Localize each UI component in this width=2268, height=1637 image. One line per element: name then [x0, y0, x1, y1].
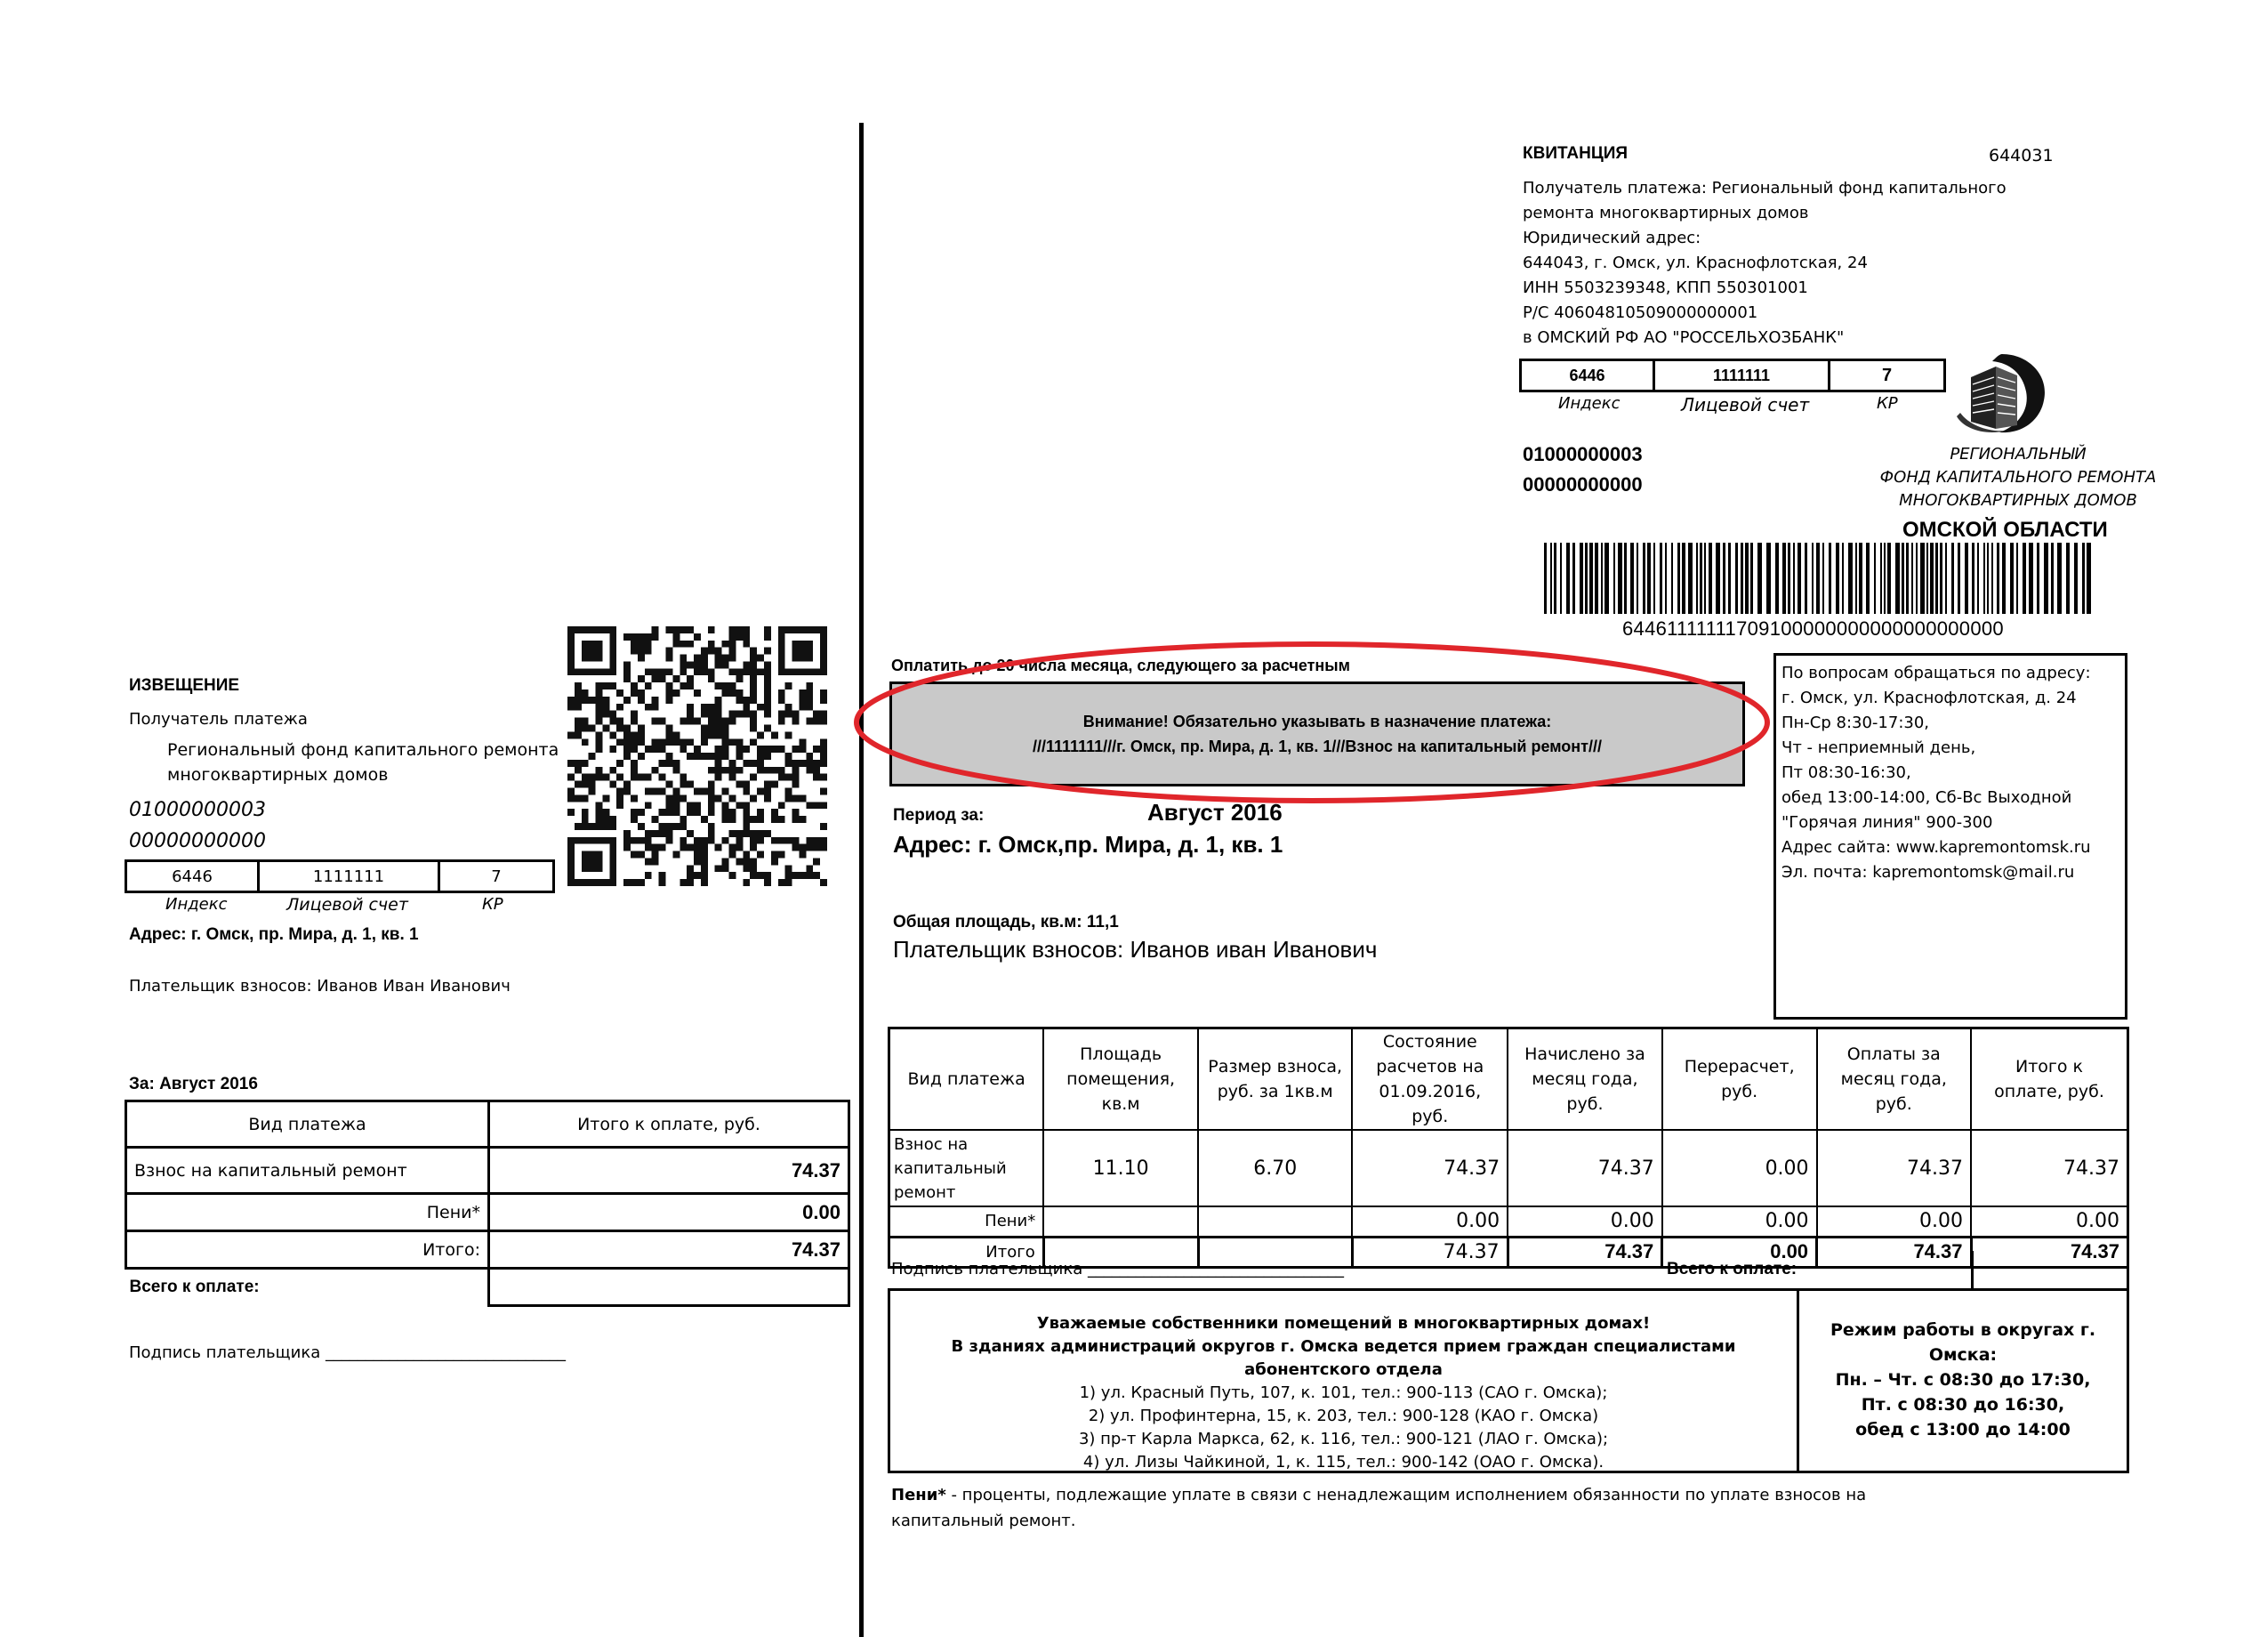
header-payment-type: Вид платежа [889, 1028, 1044, 1131]
receipt-kr-box [1828, 359, 1946, 392]
row-total-accrued: 74.37 [1508, 1237, 1662, 1267]
left-address: Адрес: г. Омск, пр. Мира, д. 1, кв. 1 [129, 925, 419, 944]
receipt-details [1523, 176, 2007, 351]
qr-code [567, 623, 827, 890]
row-fine-paid: 0.00 [1817, 1206, 1971, 1237]
row-contribution-balance: 74.37 [1352, 1130, 1508, 1206]
fund-name-line: РЕГИОНАЛЬНЫЙ [1950, 445, 2087, 464]
main-signature: Подпись плательщика ________________________________ [891, 1260, 1344, 1278]
row-contribution-area: 11.10 [1043, 1130, 1198, 1206]
left-payment-table [125, 1100, 850, 1307]
fund-name [1871, 443, 2165, 512]
left-account-value: 1111111 [312, 867, 385, 886]
left-row-fine-label: Пени* [126, 1194, 489, 1231]
left-recipient-line2: многоквартирных домов [167, 765, 389, 785]
notice-title: ИЗВЕЩЕНИЕ [129, 676, 240, 695]
contacts-line: Пн-Ср 8:30-17:30, [1781, 714, 1930, 732]
header-total: Итого к оплате, руб. [1971, 1028, 2128, 1131]
contacts-line: обед 13:00-14:00, Сб-Вс Выходной [1781, 788, 2072, 807]
barcode-number: 64461111111709100000000000000000000 [1622, 617, 2004, 640]
attention-line2: ///1111111///г. Омск, пр. Мира, д. 1, кв. 1///Взнос на капитальный ремонт/// [1033, 738, 1602, 755]
receipt-account-label: Лицевой счет [1681, 394, 1810, 415]
receipt-kr-label: КР [1877, 394, 1898, 413]
header-paid: Оплаты за месяц года, руб. [1817, 1028, 1971, 1131]
receipt-line: Получатель платежа: Региональный фонд капитального [1523, 179, 2007, 198]
red-ellipse-annotation [852, 639, 1772, 806]
left-kr-value: 7 [491, 867, 502, 886]
period-value: Август 2016 [1147, 799, 1283, 826]
main-table-header-row [889, 1028, 2128, 1131]
receipt-line: 644043, г. Омск, ул. Краснофлотская, 24 [1523, 254, 1868, 272]
period-label: Период за: [893, 806, 985, 825]
office-hours-title: Режим работы в округах г. Омска: [1830, 1320, 2096, 1365]
left-kr-box [438, 859, 555, 893]
main-payer: Плательщик взносов: Иванов иван Иванович [893, 936, 1378, 963]
cut-line [859, 123, 864, 1637]
left-kr-label: КР [482, 895, 503, 914]
left-grand-total-label: Всего к оплате: [126, 1269, 489, 1306]
footnote-bold: Пени* [891, 1486, 946, 1504]
row-contribution-rate: 6.70 [1198, 1130, 1352, 1206]
left-row-contribution-value: 74.37 [489, 1148, 849, 1194]
left-index-value: 6446 [172, 867, 213, 886]
receipt-line: в ОМСКИЙ РФ АО "РОССЕЛЬХОЗБАНК" [1523, 328, 1845, 347]
receipt-kr-value: 7 [1881, 365, 1893, 385]
left-row-total-value: 74.37 [489, 1231, 849, 1269]
receipt-code2: 00000000000 [1523, 473, 1643, 496]
receipt-line: ИНН 5503239348, КПП 550301001 [1523, 278, 1808, 297]
contacts-line: По вопросам обращаться по адресу: [1781, 664, 2091, 682]
left-code2: 00000000000 [129, 830, 266, 852]
contacts-line: Пт 08:30-16:30, [1781, 763, 1911, 782]
main-grand-total-value [1971, 1251, 2129, 1290]
office-item: 4) ул. Лизы Чайкиной, 1, к. 115, тел.: 900-142 (ОАО г. Омска). [1082, 1453, 1604, 1472]
receipt-index-label: Индекс [1558, 394, 1621, 413]
row-total-balance: 74.37 [1352, 1237, 1508, 1267]
pay-by-note: Оплатить до 20 числа месяца, следующего за расчетным [891, 657, 1350, 674]
left-period: За: Август 2016 [129, 1075, 258, 1093]
left-index-label: Индекс [165, 895, 228, 914]
row-total-paid: 74.37 [1817, 1237, 1971, 1267]
left-table-row [126, 1194, 849, 1231]
receipt-title: КВИТАНЦИЯ [1523, 144, 1629, 163]
table-row [889, 1130, 2128, 1206]
office-item: 1) ул. Красный Путь, 107, к. 101, тел.: 900-113 (САО г. Омска); [1079, 1383, 1608, 1402]
office-hours-line: обед с 13:00 до 14:00 [1855, 1420, 2071, 1439]
table-row [889, 1206, 2128, 1237]
left-payer: Плательщик взносов: Иванов Иван Иванович [129, 977, 511, 996]
row-contribution-accrued: 74.37 [1508, 1130, 1662, 1206]
left-recipient-line1: Региональный фонд капитального ремонта [167, 740, 559, 760]
offices-notice-box [888, 1288, 2129, 1473]
left-row-total-label: Итого: [126, 1231, 489, 1269]
left-header-type: Вид платежа [126, 1101, 489, 1148]
office-hours [1799, 1318, 2127, 1442]
row-contribution-recalc: 0.00 [1662, 1130, 1817, 1206]
contacts-line: Адрес сайта: www.kapremontomsk.ru [1781, 838, 2091, 857]
left-index-box [125, 859, 260, 893]
row-fine-rate [1198, 1206, 1352, 1237]
receipt-postal: 644031 [1989, 146, 2054, 165]
receipt-index-box [1519, 359, 1655, 392]
row-total-recalc: 0.00 [1662, 1237, 1817, 1267]
main-address: Адрес: г. Омск,пр. Мира, д. 1, кв. 1 [893, 831, 1283, 858]
receipt-code1: 01000000003 [1523, 443, 1643, 465]
offices-subtitle: В зданиях администраций округов г. Омска ведется прием граждан специалистами абонентского отдела [951, 1337, 1736, 1379]
office-hours-line: Пн. – Чт. с 08:30 до 17:30, [1835, 1370, 2091, 1390]
row-fine-recalc: 0.00 [1662, 1206, 1817, 1237]
receipt-account-value: 1111111 [1712, 366, 1771, 384]
contacts-line: "Горячая линия" 900-300 [1781, 813, 1993, 832]
receipt-account-box [1653, 359, 1830, 392]
office-item: 3) пр-т Карла Маркса, 62, к. 116, тел.: 900-121 (ЛАО г. Омска); [1078, 1430, 1609, 1448]
footnote-text2: капитальный ремонт. [891, 1512, 1076, 1530]
row-fine-area [1043, 1206, 1198, 1237]
contacts-line: Чт - неприемный день, [1781, 738, 1976, 757]
left-signature: Подпись плательщика ______________________________ [129, 1343, 566, 1362]
row-fine-accrued: 0.00 [1508, 1206, 1662, 1237]
barcode [1544, 543, 2097, 614]
offices-title: Уважаемые собственники помещений в многоквартирных домах! [1036, 1314, 1651, 1333]
receipt-line: Юридический адрес: [1523, 229, 1701, 247]
row-contribution-total: 74.37 [1971, 1130, 2128, 1206]
office-hours-line: Пт. с 08:30 до 16:30, [1861, 1395, 2065, 1415]
row-fine-total: 0.00 [1971, 1206, 2128, 1237]
left-account-box [257, 859, 440, 893]
fund-region: ОМСКОЙ ОБЛАСТИ [1902, 518, 2108, 542]
left-account-label: Лицевой счет [286, 895, 408, 915]
fund-logo-icon [1953, 351, 2051, 436]
left-table-row [126, 1269, 849, 1306]
office-item: 2) ул. Профинтерна, 15, к. 203, тел.: 900-128 (КАО г. Омска) [1088, 1407, 1599, 1425]
fund-name-line: МНОГОКВАРТИРНЫХ ДОМОВ [1899, 491, 2137, 510]
left-code1: 01000000003 [129, 799, 266, 821]
row-fine-label: Пени* [889, 1206, 1044, 1237]
left-table-row [126, 1148, 849, 1194]
receipt-line: Р/С 40604810509000000001 [1523, 303, 1758, 322]
fund-name-line: ФОНД КАПИТАЛЬНОГО РЕМОНТА [1879, 468, 2157, 487]
left-recipient-label: Получатель платежа [129, 710, 308, 729]
offices-list [890, 1291, 1799, 1471]
row-contribution-label: Взнос на капитальный ремонт [889, 1130, 1044, 1206]
row-total-label: Итого [889, 1237, 1044, 1267]
main-area: Общая площадь, кв.м: 11,1 [893, 913, 1119, 931]
header-rate: Размер взноса, руб. за 1кв.м [1198, 1028, 1352, 1131]
receipt-line: ремонта многоквартирных домов [1523, 204, 1809, 222]
left-row-contribution-label: Взнос на капитальный ремонт [126, 1148, 489, 1194]
header-accrued: Начислено за месяц года, руб. [1508, 1028, 1662, 1131]
header-area: Площадь помещения, кв.м [1043, 1028, 1198, 1131]
receipt-index-value: 6446 [1569, 366, 1605, 384]
left-header-total: Итого к оплате, руб. [489, 1101, 849, 1148]
row-fine-balance: 0.00 [1352, 1206, 1508, 1237]
contacts-line: Эл. почта: kapremontomsk@mail.ru [1781, 863, 2075, 882]
footnote-text: - проценты, подлежащие уплате в связи с ненадлежащим исполнением обязанности по уплате взносов на [945, 1486, 1867, 1504]
left-row-fine-value: 0.00 [489, 1194, 849, 1231]
contacts-line: г. Омск, ул. Краснофлотская, д. 24 [1781, 689, 2077, 707]
footnote [891, 1482, 1866, 1534]
row-total-total: 74.37 [1971, 1237, 2128, 1267]
main-payment-table [888, 1027, 2129, 1269]
row-contribution-paid: 74.37 [1817, 1130, 1971, 1206]
left-grand-total-value [489, 1269, 849, 1306]
main-grand-total-label: Всего к оплате: [1667, 1260, 1798, 1278]
header-recalc: Перерасчет, руб. [1662, 1028, 1817, 1131]
attention-line1: Внимание! Обязательно указывать в назначение платежа: [1082, 713, 1552, 730]
left-table-header-row [126, 1101, 849, 1148]
left-table-row [126, 1231, 849, 1269]
header-balance: Состояние расчетов на 01.09.2016, руб. [1352, 1028, 1508, 1131]
contacts-box [1773, 653, 2127, 1020]
